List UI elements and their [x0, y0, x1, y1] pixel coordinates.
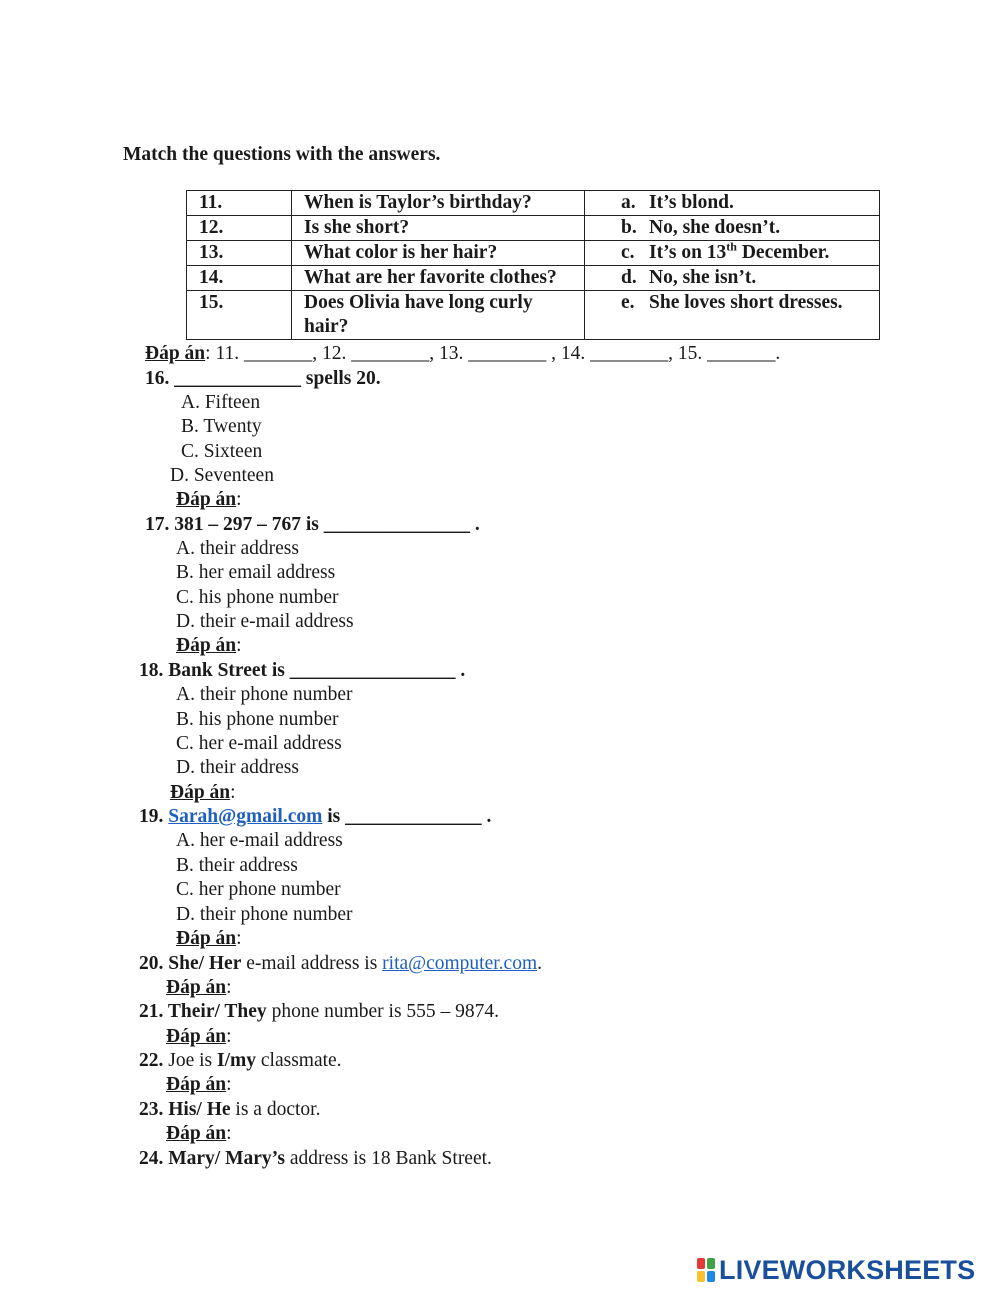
table-row: 14. What are her favorite clothes? d. No, she isn’t.: [187, 266, 880, 291]
question-23: 23. His/ He is a doctor.: [139, 1099, 321, 1120]
q16-option-a: A. Fifteen: [181, 392, 261, 413]
logo-text: LIVEWORKSHEETS: [719, 1254, 976, 1285]
q18-answer[interactable]: Đáp án:: [170, 782, 236, 803]
question-19: 19. Sarah@gmail.com is ______________ .: [139, 806, 492, 827]
logo-block: [697, 1271, 705, 1282]
q18-option-a: A. their phone number: [176, 684, 353, 705]
table-row: 12. Is she short? b. No, she doesn’t.: [187, 216, 880, 241]
question-22: 22. Joe is I/my classmate.: [139, 1050, 342, 1071]
question-17: 17. 381 – 297 – 767 is _______________ .: [145, 514, 480, 535]
q19-answer[interactable]: Đáp án:: [176, 928, 242, 949]
q19-option-b: B. their address: [176, 855, 298, 876]
q19-option-a: A. her e-mail address: [176, 830, 343, 851]
q23-answer[interactable]: Đáp án:: [166, 1123, 232, 1144]
q22-answer[interactable]: Đáp án:: [166, 1074, 232, 1095]
q20-answer[interactable]: Đáp án:: [166, 977, 232, 998]
match-answer-line[interactable]: Đáp án: 11. _______, 12. ________, 13. ________ , 14. ________, 15. _______.: [145, 343, 781, 364]
question-21: 21. Their/ They phone number is 555 – 9874.: [139, 1001, 500, 1022]
logo-blocks-icon: [697, 1258, 715, 1282]
table-row: 13. What color is her hair? c. It’s on 13th December.: [187, 241, 880, 266]
q19-option-d: D. their phone number: [176, 904, 353, 925]
q17-option-b: B. her email address: [176, 562, 336, 583]
q16-option-d: D. Seventeen: [170, 465, 274, 486]
match-table: [186, 190, 880, 340]
question-20: 20. She/ Her e-mail address is rita@computer.com.: [139, 953, 542, 974]
email-link[interactable]: Sarah@gmail.com: [168, 806, 323, 827]
q18-option-b: B. his phone number: [176, 709, 339, 730]
q17-answer[interactable]: Đáp án:: [176, 635, 242, 656]
question-24: 24. Mary/ Mary’s address is 18 Bank Street.: [139, 1148, 492, 1169]
logo-block: [707, 1271, 715, 1282]
q19-option-c: C. her phone number: [176, 879, 341, 900]
table-row: 15. Does Olivia have long curly hair? e. She loves short dresses.: [187, 291, 880, 340]
q16-answer[interactable]: Đáp án:: [176, 489, 242, 510]
table-row: 11. When is Taylor’s birthday? a. It’s blond.: [187, 191, 880, 216]
email-link[interactable]: rita@computer.com: [382, 953, 538, 974]
q17-option-a: A. their address: [176, 538, 299, 559]
liveworksheets-logo: [697, 1254, 975, 1286]
q17-option-c: C. his phone number: [176, 587, 339, 608]
instruction: Match the questions with the answers.: [123, 144, 441, 165]
question-16: 16. _____________ spells 20.: [145, 368, 381, 389]
q16-option-b: B. Twenty: [181, 416, 262, 437]
q16-option-c: C. Sixteen: [181, 441, 263, 462]
logo-block: [697, 1258, 705, 1269]
q18-option-c: C. her e-mail address: [176, 733, 342, 754]
q17-option-d: D. their e-mail address: [176, 611, 354, 632]
question-18: 18. Bank Street is _________________ .: [139, 660, 466, 681]
q18-option-d: D. their address: [176, 757, 299, 778]
logo-block: [707, 1258, 715, 1269]
q21-answer[interactable]: Đáp án:: [166, 1026, 232, 1047]
